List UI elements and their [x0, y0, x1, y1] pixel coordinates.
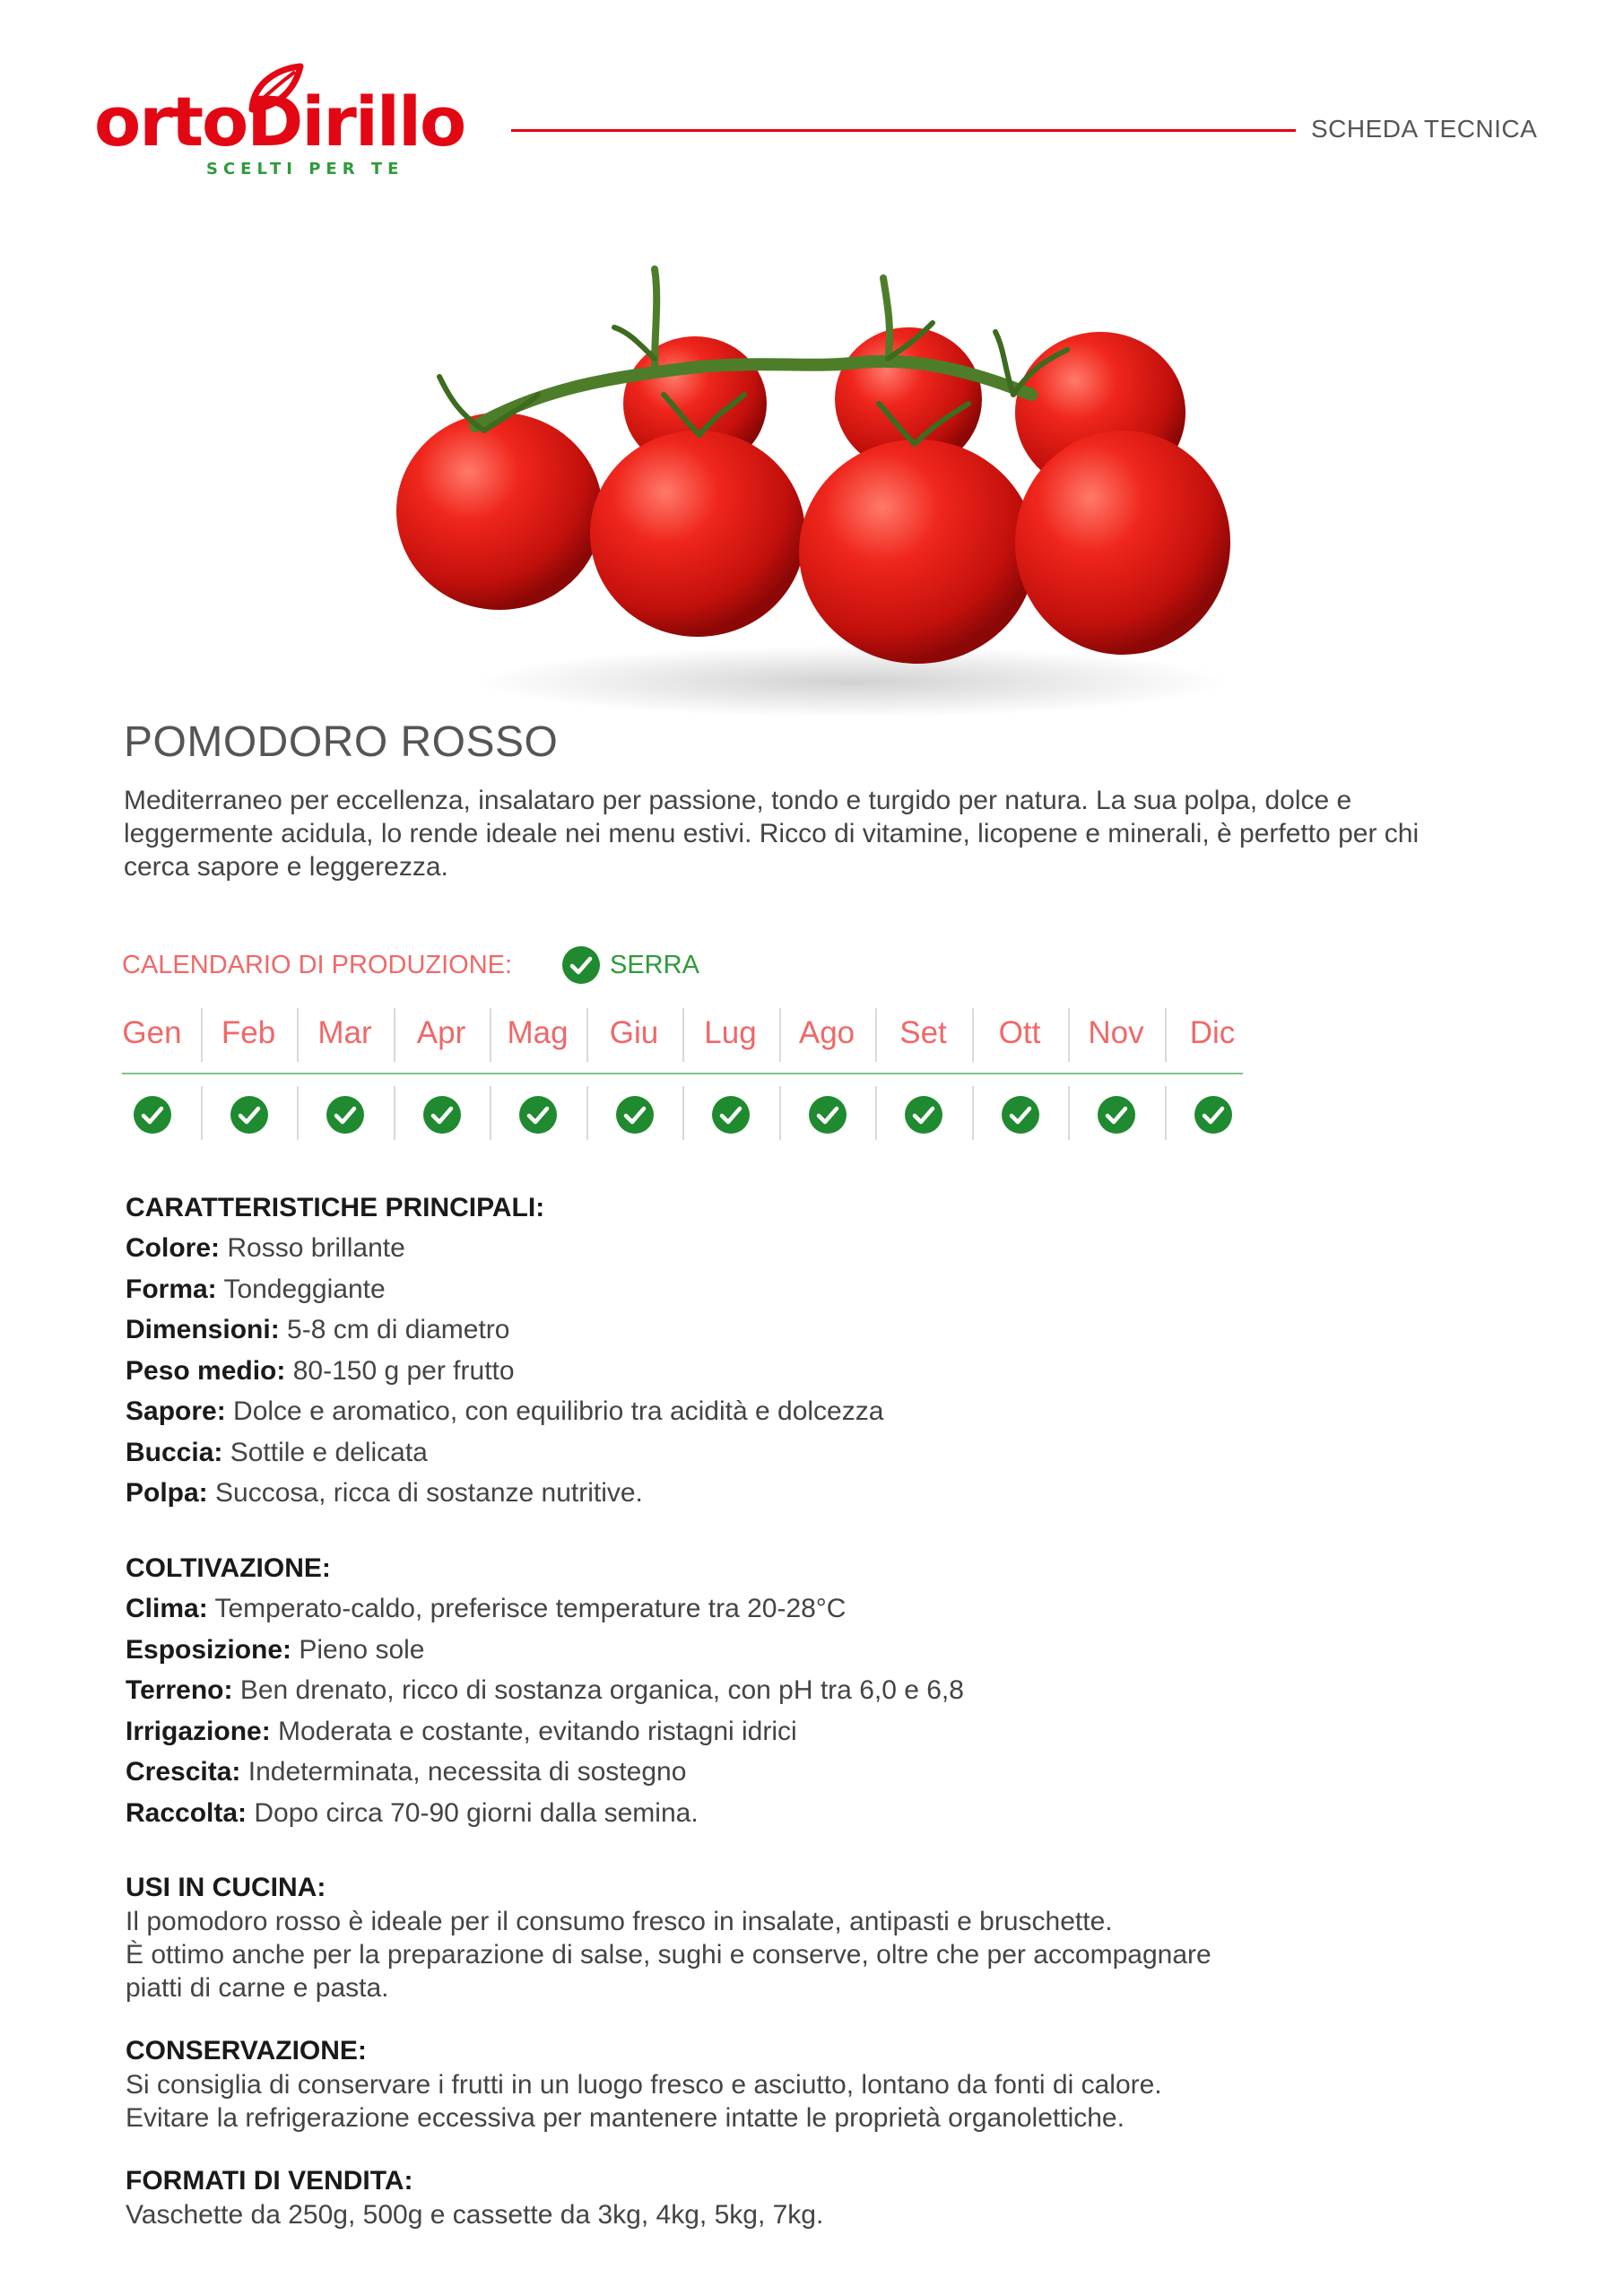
- month-availability: [682, 1081, 778, 1144]
- property-value: Succosa, ricca di sostanze nutritive.: [215, 1478, 643, 1508]
- month-label: Apr: [416, 1015, 466, 1050]
- tomato-vine-image: [386, 260, 1264, 726]
- availability-row: [122, 1081, 1243, 1144]
- month-row: [122, 1006, 1243, 1069]
- month-availability: [104, 1081, 200, 1144]
- check-circle-icon: [422, 1095, 462, 1135]
- month-separator: [875, 1008, 877, 1062]
- property-row: [126, 1356, 515, 1387]
- check-circle-icon: [615, 1095, 655, 1135]
- check-circle-icon: [711, 1095, 751, 1135]
- formats-text: [126, 2198, 1560, 2231]
- month-separator: [394, 1008, 395, 1062]
- storage-line: Evitare la refrigerazione eccessiva per mantenere intatte le proprietà organolettiche.: [126, 2103, 1125, 2133]
- property-row: [126, 1438, 428, 1468]
- check-circle-icon: [1194, 1095, 1233, 1135]
- property-label: Sapore:: [126, 1396, 226, 1426]
- property-row: [126, 1396, 883, 1427]
- month-separator: [201, 1008, 203, 1062]
- cultivation-heading: COLTIVAZIONE:: [126, 1553, 331, 1583]
- product-title: POMODORO ROSSO: [124, 718, 559, 766]
- month-separator: [1165, 1008, 1167, 1062]
- kitchen-heading: USI IN CUCINA:: [126, 1873, 326, 1902]
- property-value: Dopo circa 70-90 giorni dalla semina.: [254, 1797, 699, 1828]
- property-value: Ben drenato, ricco di sostanza organica, con pH tra 6,0 e 6,8: [239, 1675, 964, 1705]
- month-availability: [875, 1081, 971, 1144]
- formats-line: Vaschette da 250g, 500g e cassette da 3kg, 4kg, 5kg, 7kg.: [126, 2200, 824, 2230]
- property-label: Esposizione:: [126, 1634, 292, 1665]
- product-description: Mediterraneo per eccellenza, insalataro per passione, tondo e turgido per natura. La sua polpa, dolce e leggermente acidula, lo rende ideale nei menu estivi. Ricco di vitamine, licopene e minerali, è perfetto per chi cerca sapore e leggerezza.: [124, 786, 1420, 882]
- property-row: [126, 1315, 509, 1345]
- property-label: Polpa:: [126, 1478, 208, 1508]
- property-label: Raccolta:: [126, 1797, 248, 1828]
- check-circle-icon: [561, 945, 601, 985]
- property-label: Peso medio:: [126, 1355, 286, 1386]
- month-availability: [779, 1081, 875, 1144]
- property-value: Sottile e delicata: [230, 1437, 428, 1467]
- month-separator: [972, 1008, 974, 1062]
- month-availability: [297, 1081, 393, 1144]
- header-divider: [511, 129, 1296, 132]
- property-value: Moderata e costante, evitando ristagni idrici: [278, 1716, 797, 1746]
- month-availability: [586, 1081, 682, 1144]
- property-label: Terreno:: [126, 1675, 233, 1705]
- month-label: Giu: [609, 1015, 659, 1050]
- month-availability: [972, 1081, 1068, 1144]
- calendar-label: CALENDARIO DI PRODUZIONE:: [122, 951, 513, 979]
- kitchen-line: piatti di carne e pasta.: [126, 1973, 389, 2003]
- property-row: [126, 1274, 386, 1305]
- month-label: Mar: [317, 1015, 372, 1050]
- property-row: [126, 1757, 686, 1787]
- month-separator: [490, 1008, 491, 1062]
- check-circle-icon: [808, 1095, 847, 1135]
- storage-text: [126, 2068, 1560, 2135]
- calendar-divider: [122, 1073, 1243, 1074]
- legend-label: SERRA: [610, 951, 699, 979]
- month-label: Set: [899, 1015, 947, 1050]
- property-label: Crescita:: [126, 1757, 241, 1787]
- property-value: Dolce e aromatico, con equilibrio tra acidità e dolcezza: [233, 1396, 884, 1426]
- kitchen-line: Il pomodoro rosso è ideale per il consumo fresco in insalate, antipasti e bruschette.: [126, 1907, 1113, 1936]
- property-row: [126, 1233, 405, 1264]
- property-value: Rosso brillante: [227, 1233, 405, 1263]
- kitchen-text: [126, 1905, 1560, 2005]
- check-circle-icon: [1097, 1095, 1136, 1135]
- month-label: Mag: [507, 1015, 569, 1050]
- month-availability: [490, 1081, 586, 1144]
- document-type-label: SCHEDA TECNICA: [1311, 115, 1538, 143]
- characteristics-heading: CARATTERISTICHE PRINCIPALI:: [126, 1193, 545, 1222]
- month-availability: [201, 1081, 297, 1144]
- check-circle-icon: [230, 1095, 269, 1135]
- month-separator: [779, 1008, 781, 1062]
- month-label: Ago: [798, 1015, 855, 1050]
- property-label: Forma:: [126, 1274, 217, 1304]
- month-label: Dic: [1189, 1015, 1236, 1050]
- property-row: [126, 1717, 797, 1747]
- check-circle-icon: [1001, 1095, 1040, 1135]
- month-availability: [1165, 1081, 1261, 1144]
- brand-name: ortoDirillo: [94, 82, 465, 161]
- property-value: Temperato-caldo, preferisce temperature tra 20-28°C: [214, 1594, 847, 1623]
- check-circle-icon: [326, 1095, 365, 1135]
- property-row: [126, 1594, 846, 1624]
- brand-tagline: SCELTI PER TE: [206, 160, 404, 178]
- storage-heading: CONSERVAZIONE:: [126, 2036, 367, 2066]
- month-label: Gen: [122, 1015, 182, 1050]
- brand-logo: [94, 63, 516, 184]
- property-value: 80-150 g per frutto: [292, 1355, 515, 1386]
- property-row: [126, 1478, 643, 1509]
- month-label: Ott: [998, 1015, 1041, 1050]
- property-label: Buccia:: [126, 1437, 223, 1467]
- property-label: Dimensioni:: [126, 1315, 280, 1344]
- month-label: Feb: [221, 1015, 276, 1050]
- month-availability: [394, 1081, 490, 1144]
- kitchen-line: È ottimo anche per la preparazione di salse, sughi e conserve, oltre che per accompagnare: [126, 1940, 1211, 1970]
- storage-line: Si consiglia di conservare i frutti in un luogo fresco e asciutto, lontano da fonti di calore.: [126, 2070, 1162, 2100]
- check-circle-icon: [518, 1095, 558, 1135]
- property-value: Pieno sole: [299, 1634, 425, 1665]
- month-separator: [586, 1008, 588, 1062]
- month-label: Lug: [704, 1015, 757, 1050]
- month-label: Nov: [1088, 1015, 1144, 1050]
- property-label: Colore:: [126, 1233, 220, 1263]
- property-value: Indeterminata, necessita di sostegno: [248, 1757, 687, 1787]
- check-circle-icon: [904, 1095, 943, 1135]
- check-circle-icon: [133, 1095, 172, 1135]
- property-row: [126, 1675, 964, 1706]
- property-label: Clima:: [126, 1594, 208, 1623]
- month-separator: [682, 1008, 684, 1062]
- property-row: [126, 1798, 699, 1829]
- property-value: Tondeggiante: [223, 1274, 386, 1304]
- property-row: [126, 1635, 424, 1665]
- month-separator: [1068, 1008, 1070, 1062]
- formats-heading: FORMATI DI VENDITA:: [126, 2166, 413, 2196]
- month-separator: [297, 1008, 299, 1062]
- property-value: 5-8 cm di diametro: [287, 1315, 510, 1344]
- month-availability: [1068, 1081, 1164, 1144]
- property-label: Irrigazione:: [126, 1716, 271, 1746]
